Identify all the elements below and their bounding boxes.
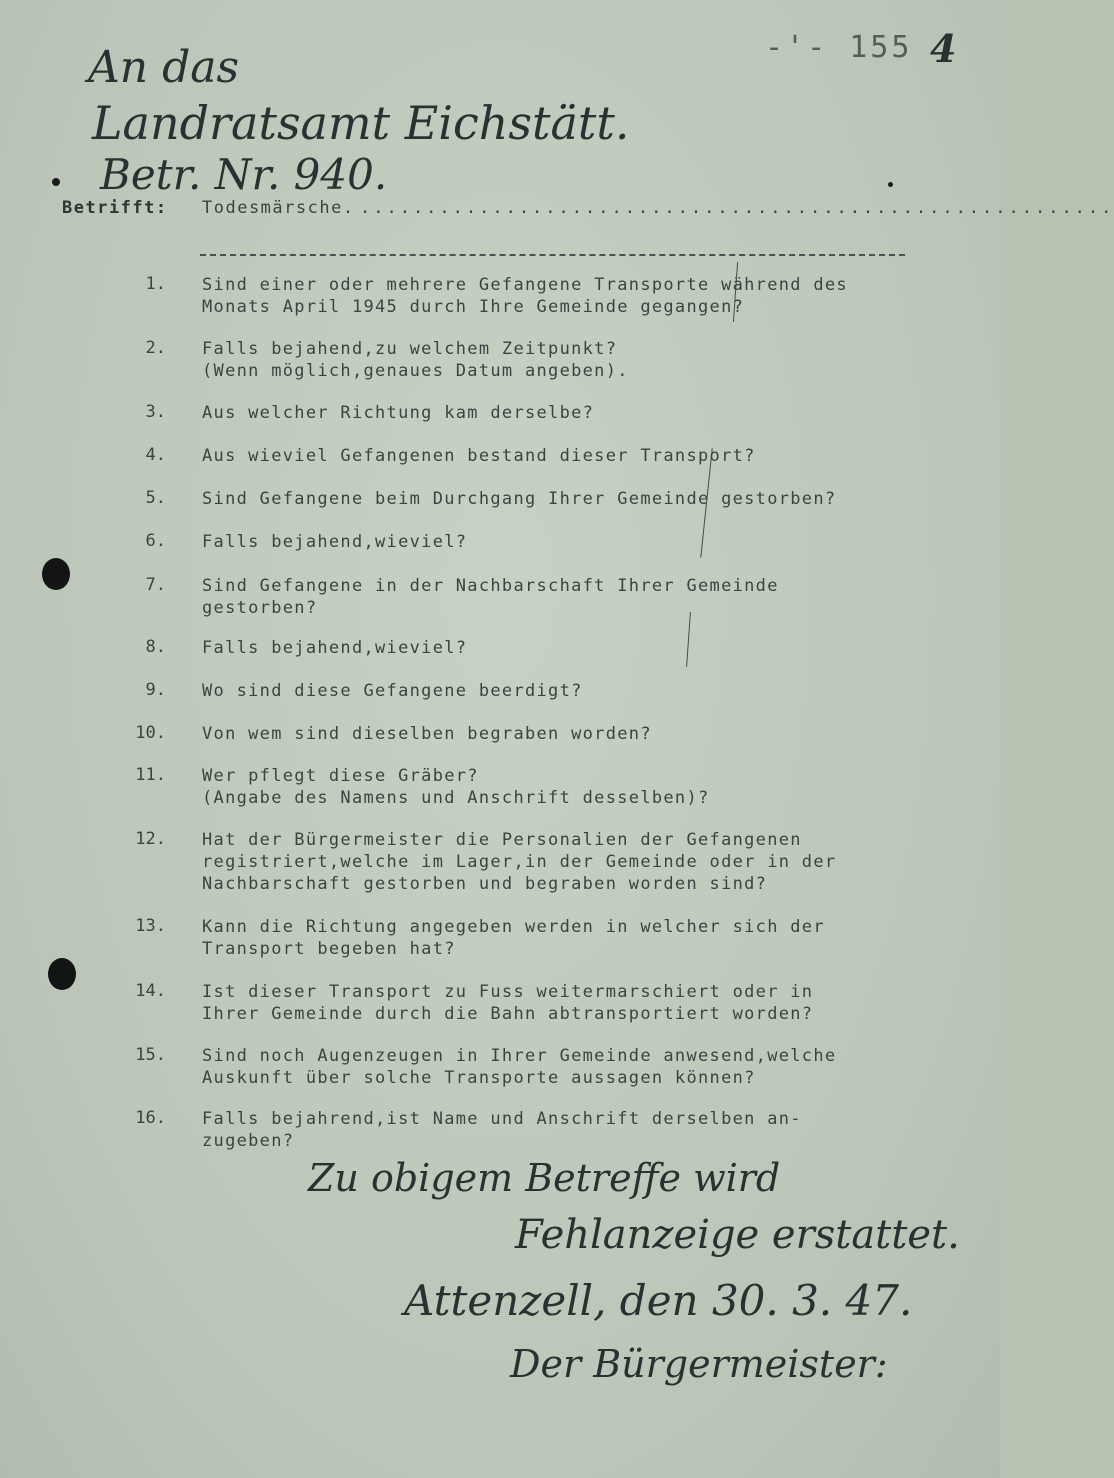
question-number: 9. (145, 680, 166, 700)
question-text: Sind Gefangene beim Durchgang Ihrer Gemeinde gestorben? (202, 489, 837, 509)
address-line-2: Landratsamt Eichstätt. (92, 96, 630, 150)
question-number: 10. (135, 723, 166, 743)
ink-dot (52, 178, 60, 186)
question-text: Wo sind diese Gefangene beerdigt? (202, 681, 583, 701)
divider-line (200, 254, 905, 256)
question-number: 1. (145, 274, 166, 294)
question-text: Aus wieviel Gefangenen bestand dieser Transport? (202, 446, 756, 466)
question-text: Ist dieser Transport zu Fuss weitermarschiert oder in Ihrer Gemeinde durch die Bahn abtransportiert worden? (202, 982, 814, 1024)
subject-value: Todesmärsche. (202, 198, 355, 218)
question-text: Wer pflegt diese Gräber? (Angabe des Namens und Anschrift desselben)? (202, 766, 710, 808)
reference-number: Betr. Nr. 940. (100, 150, 388, 199)
question-text: Falls bejahend,zu welchem Zeitpunkt? (Wenn möglich,genaues Datum angeben). (202, 339, 629, 381)
question-number: 13. (135, 916, 166, 936)
question-text: Aus welcher Richtung kam derselbe? (202, 403, 595, 423)
address-line-1: An das (88, 42, 240, 93)
subject-dotted-leader: ......................................................... (360, 198, 1114, 218)
question-text: Sind einer oder mehrere Gefangene Transporte während des Monats April 1945 durch Ihre Gemeinde gegangen? (202, 275, 848, 317)
question-number: 6. (145, 531, 166, 551)
question-number: 5. (145, 488, 166, 508)
punch-hole-bottom (48, 958, 76, 990)
question-text: Kann die Richtung angegeben werden in welcher sich der Transport begeben hat? (202, 917, 825, 959)
punch-hole-top (42, 558, 70, 590)
reply-line-1: Zu obigem Betreffe wird (308, 1156, 781, 1200)
reply-place-date: Attenzell, den 30. 3. 47. (404, 1276, 913, 1325)
question-number: 11. (135, 765, 166, 785)
question-number: 7. (145, 575, 166, 595)
question-number: 16. (135, 1108, 166, 1128)
question-number: 15. (135, 1045, 166, 1065)
question-text: Falls bejahrend,ist Name und Anschrift derselben an- zugeben? (202, 1109, 802, 1151)
question-text: Falls bejahend,wieviel? (202, 638, 468, 658)
question-number: 2. (145, 338, 166, 358)
page-mark: -'- 155 (765, 30, 913, 65)
question-number: 3. (145, 402, 166, 422)
question-text: Sind noch Augenzeugen in Ihrer Gemeinde anwesend,welche Auskunft über solche Transporte aussagen können? (202, 1046, 837, 1088)
subject-label: Betrifft: (62, 198, 168, 218)
ink-dot (888, 182, 893, 187)
reply-line-2: Fehlanzeige erstattet. (515, 1212, 960, 1258)
question-text: Hat der Bürgermeister die Personalien der Gefangenen registriert,welche im Lager,in der Gemeinde oder in der Nachbarschaft gestorben und begraben worden sind? (202, 830, 837, 894)
question-text: Von wem sind dieselben begraben worden? (202, 724, 652, 744)
reply-signature-title: Der Bürgermeister: (510, 1342, 888, 1386)
question-text: Falls bejahend,wieviel? (202, 532, 468, 552)
question-text: Sind Gefangene in der Nachbarschaft Ihrer Gemeinde gestorben? (202, 576, 779, 618)
question-number: 12. (135, 829, 166, 849)
page-number-handwritten: 4 (930, 26, 957, 71)
question-number: 8. (145, 637, 166, 657)
question-number: 4. (145, 445, 166, 465)
question-number: 14. (135, 981, 166, 1001)
